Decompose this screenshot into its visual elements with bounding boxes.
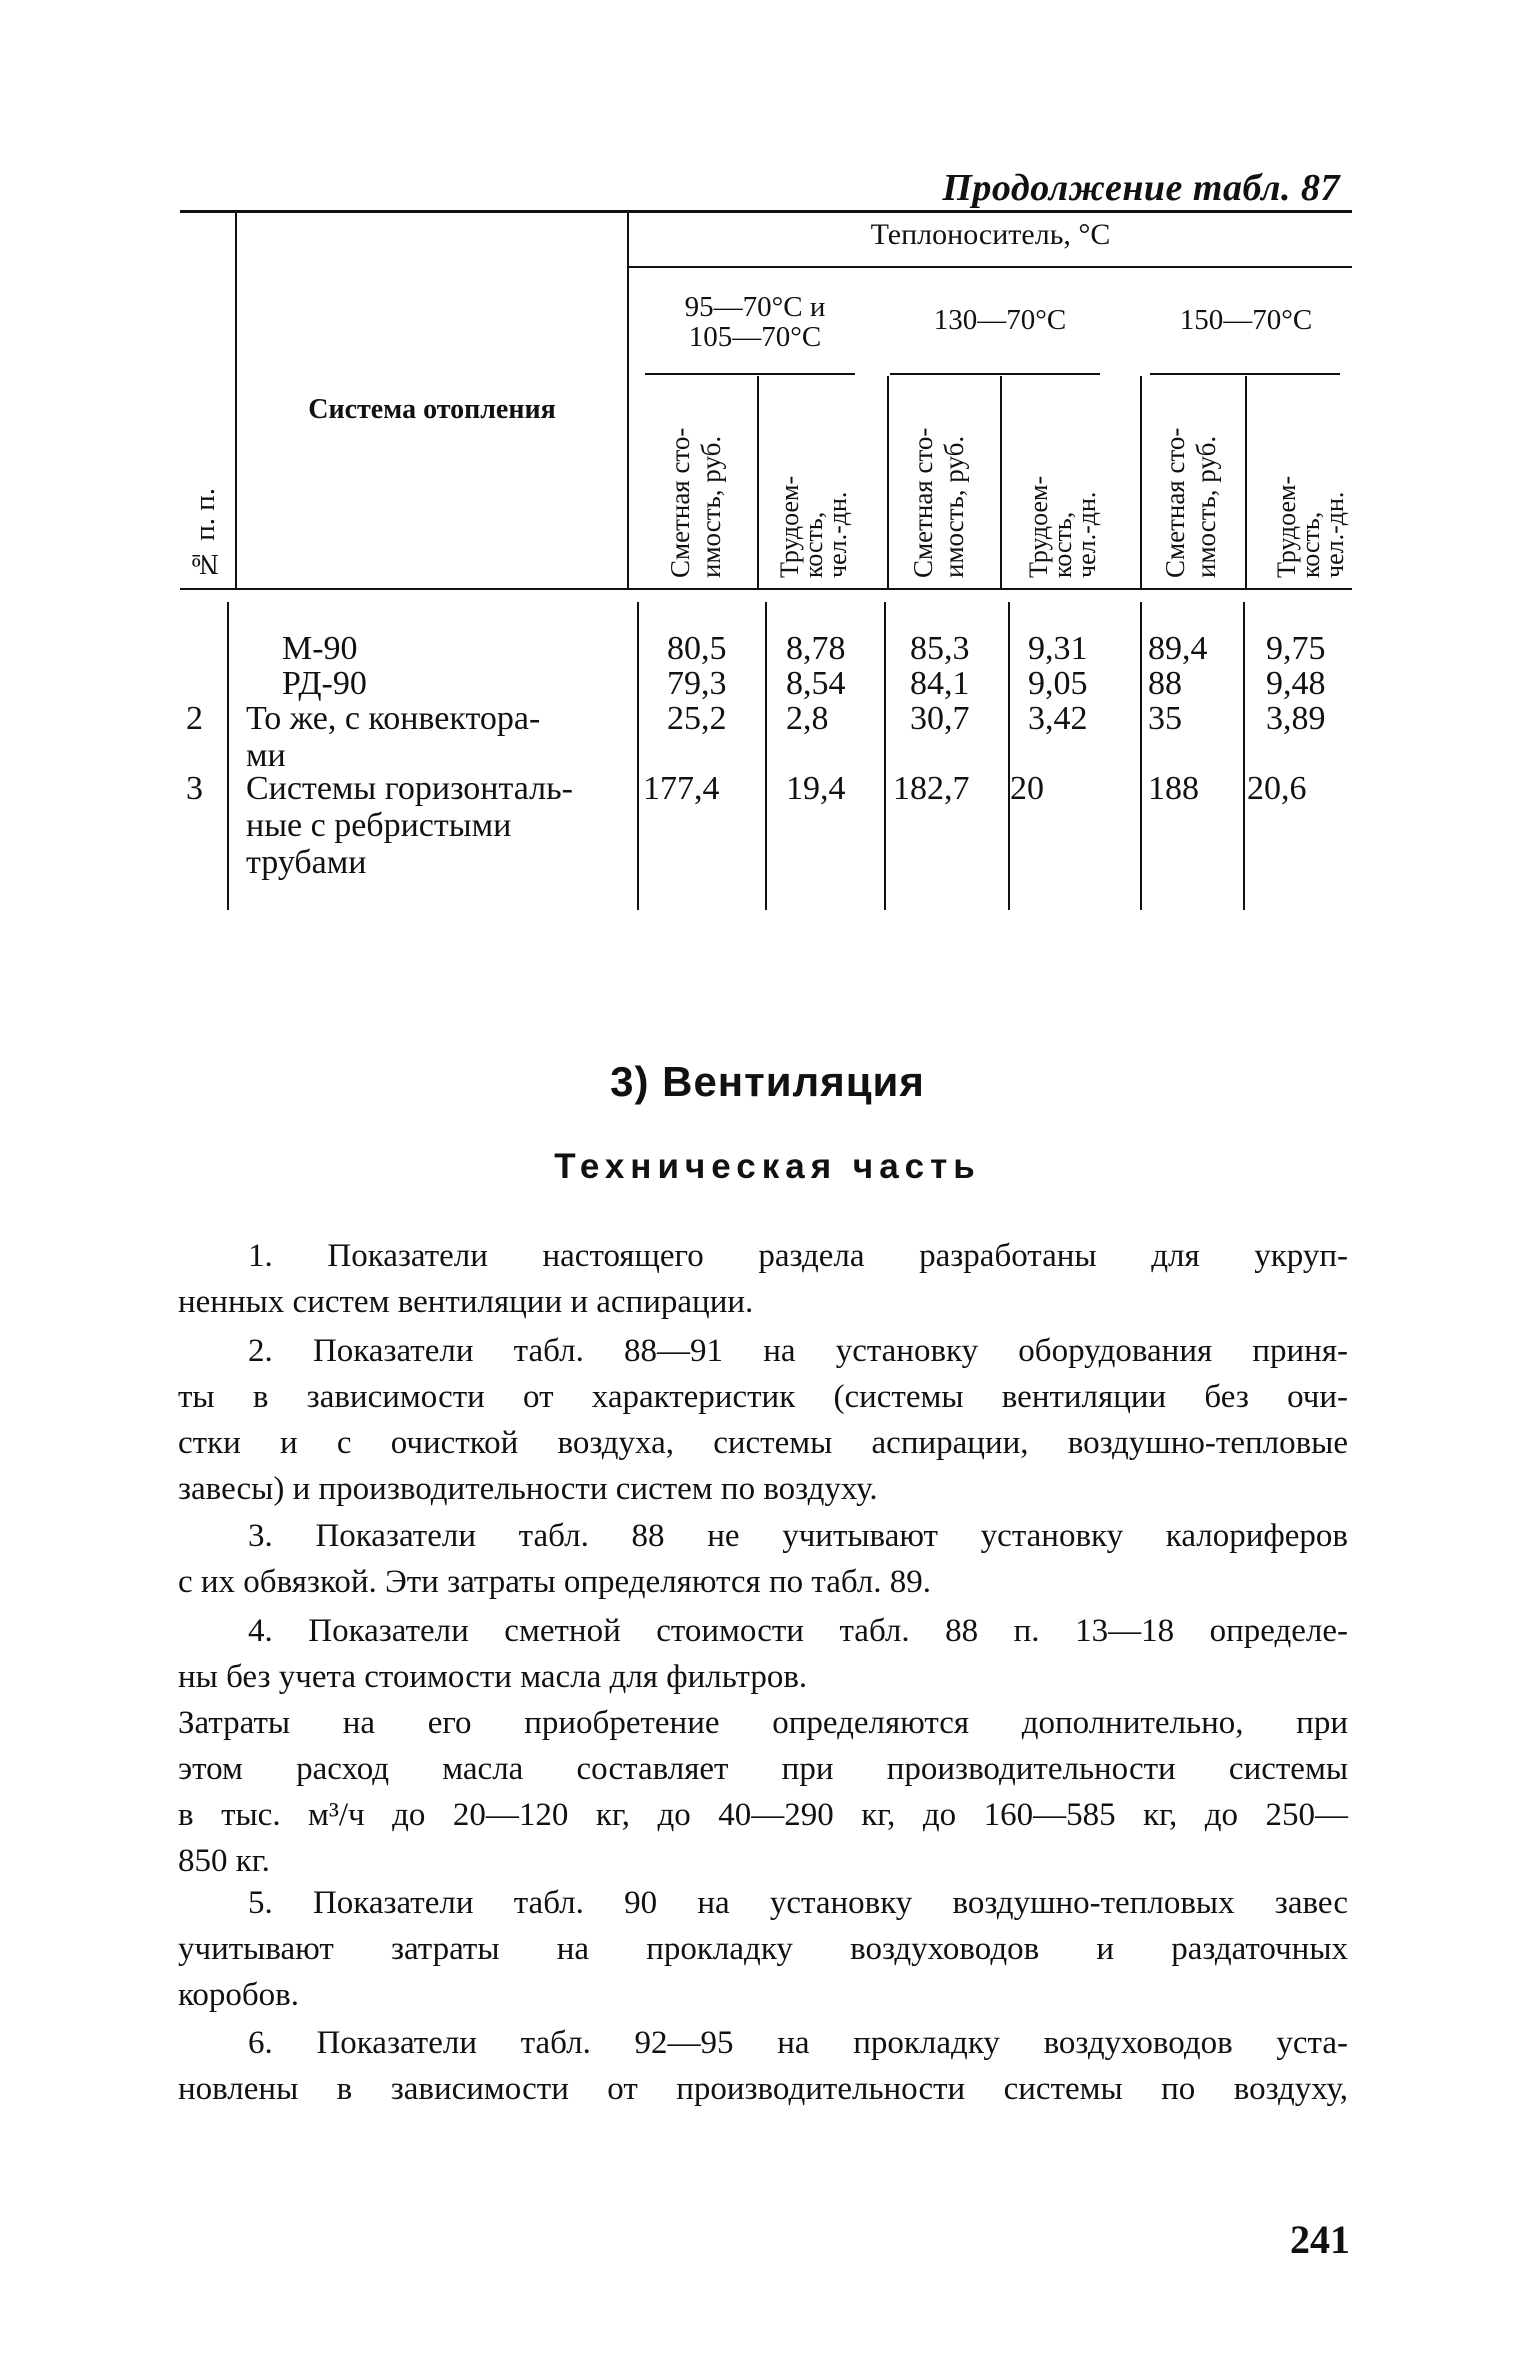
header-rule-group3	[1150, 373, 1340, 375]
cost-header-3: Сметная сто- имость, руб.	[1160, 427, 1221, 578]
labor-value: 20	[1010, 770, 1044, 807]
col-divider	[1140, 602, 1142, 910]
paragraph-6	[178, 2020, 1348, 2112]
cost-value: 182,7	[893, 770, 970, 807]
row-system-name: Системы горизонталь- ные с ребристыми трубами	[246, 770, 573, 881]
cost-value: 25,2	[667, 700, 727, 737]
labor-value: 2,8	[786, 700, 829, 737]
header-rule-carrier	[629, 266, 1352, 268]
labor-value: 9,31	[1028, 630, 1088, 667]
col-divider	[757, 376, 759, 588]
table-top-rule	[180, 210, 1352, 213]
row-system-name: РД-90	[282, 665, 367, 702]
col-divider	[1140, 376, 1142, 588]
col-divider	[1000, 376, 1002, 588]
paragraph-line: ты в зависимости от характеристик (системы вентиляции без очи-	[178, 1379, 1348, 1415]
paragraph-3	[178, 1513, 1348, 1605]
row-system-name: М-90	[282, 630, 358, 667]
labor-value: 3,89	[1266, 700, 1326, 737]
paragraph-line: учитывают затраты на прокладку воздуховодов и раздаточных	[178, 1931, 1348, 1967]
num-column-header: № п. п.	[189, 487, 221, 580]
carrier-header: Теплоноситель, °С	[870, 218, 1111, 251]
page-number: 241	[1290, 2217, 1350, 2262]
row-number: 3	[186, 770, 203, 807]
paragraph-4-continued	[178, 1700, 1348, 1884]
labor-value: 9,75	[1266, 630, 1326, 667]
col-divider	[887, 376, 889, 588]
paragraph-line: 5. Показатели табл. 90 на установку воздушно-тепловых завес	[248, 1885, 1348, 1921]
group-header-1: 95—70°С и 105—70°С	[684, 291, 826, 353]
cost-value: 35	[1148, 700, 1182, 737]
cost-value: 84,1	[910, 665, 970, 702]
cost-header-2: Сметная сто- имость, руб.	[908, 427, 969, 578]
labor-value: 8,54	[786, 665, 846, 702]
labor-header-1: Трудоем- кость, чел.-дн.	[775, 475, 852, 578]
paragraph-line: этом расход масла составляет при производительности системы	[178, 1751, 1348, 1787]
section-heading: 3) Вентиляция	[610, 1058, 925, 1105]
col-divider	[1008, 602, 1010, 910]
paragraph-line: 2. Показатели табл. 88—91 на установку оборудования приня-	[248, 1333, 1348, 1369]
section-subheading: Техническая часть	[554, 1147, 981, 1186]
paragraph-line: коробов.	[178, 1977, 299, 2013]
group-header-2: 130—70°С	[933, 304, 1067, 336]
col-divider	[637, 602, 639, 910]
paragraph-line: 3. Показатели табл. 88 не учитывают установку калориферов	[248, 1518, 1348, 1554]
paragraph-line: завесы) и производительности систем по воздуху.	[178, 1471, 878, 1507]
paragraph-line: 6. Показатели табл. 92—95 на прокладку воздуховодов уста-	[248, 2025, 1348, 2061]
labor-value: 9,05	[1028, 665, 1088, 702]
labor-value: 9,48	[1266, 665, 1326, 702]
paragraph-line: ненных систем вентиляции и аспирации.	[178, 1284, 754, 1320]
header-rule-group2	[890, 373, 1100, 375]
paragraph-line: 4. Показатели сметной стоимости табл. 88 п. 13—18 определе-	[248, 1613, 1348, 1649]
col-divider	[884, 602, 886, 910]
labor-header-3: Трудоем- кость, чел.-дн.	[1272, 475, 1349, 578]
labor-value: 20,6	[1247, 770, 1307, 807]
paragraph-line: с их обвязкой. Эти затраты определяются по табл. 89.	[178, 1564, 932, 1600]
cost-value: 188	[1148, 770, 1199, 807]
paragraph-line: в тыс. м³/ч до 20—120 кг, до 40—290 кг, до 160—585 кг, до 250—	[178, 1797, 1348, 1833]
group-header-3: 150—70°С	[1179, 304, 1313, 336]
cost-value: 85,3	[910, 630, 970, 667]
paragraph-line: новлены в зависимости от производительности системы по воздуху,	[178, 2071, 1348, 2107]
labor-header-2: Трудоем- кость, чел.-дн.	[1024, 475, 1101, 578]
paragraph-line: Затраты на его приобретение определяются дополнительно, при	[178, 1705, 1348, 1741]
header-rule-group1	[645, 373, 855, 375]
labor-value: 3,42	[1028, 700, 1088, 737]
col-divider	[765, 602, 767, 910]
paragraph-line: 1. Показатели настоящего раздела разработаны для укруп-	[248, 1238, 1348, 1274]
cost-value: 88	[1148, 665, 1182, 702]
system-column-header: Система отопления	[308, 394, 556, 425]
col-divider	[1245, 376, 1247, 588]
paragraph-line: ны без учета стоимости масла для фильтров.	[178, 1659, 808, 1695]
cost-header-1: Сметная сто- имость, руб.	[665, 427, 726, 578]
col-divider	[227, 602, 229, 910]
row-number: 2	[186, 700, 203, 737]
row-system-name: То же, с конвектора- ми	[246, 700, 541, 774]
paragraph-4	[178, 1608, 1348, 1700]
paragraph-1	[178, 1233, 1348, 1325]
cost-value: 79,3	[667, 665, 727, 702]
table-header-rule	[180, 588, 1352, 590]
labor-value: 19,4	[786, 770, 846, 807]
col-divider	[627, 213, 629, 588]
paragraph-line: 850 кг.	[178, 1843, 270, 1879]
paragraph-line: стки и с очисткой воздуха, системы аспирации, воздушно-тепловые	[178, 1425, 1348, 1461]
cost-value: 80,5	[667, 630, 727, 667]
paragraph-5	[178, 1880, 1348, 2018]
col-divider	[1243, 602, 1245, 910]
cost-value: 89,4	[1148, 630, 1208, 667]
cost-value: 30,7	[910, 700, 970, 737]
table-continuation-caption: Продолжение табл. 87	[942, 167, 1340, 209]
paragraph-2	[178, 1328, 1348, 1512]
cost-value: 177,4	[643, 770, 720, 807]
labor-value: 8,78	[786, 630, 846, 667]
